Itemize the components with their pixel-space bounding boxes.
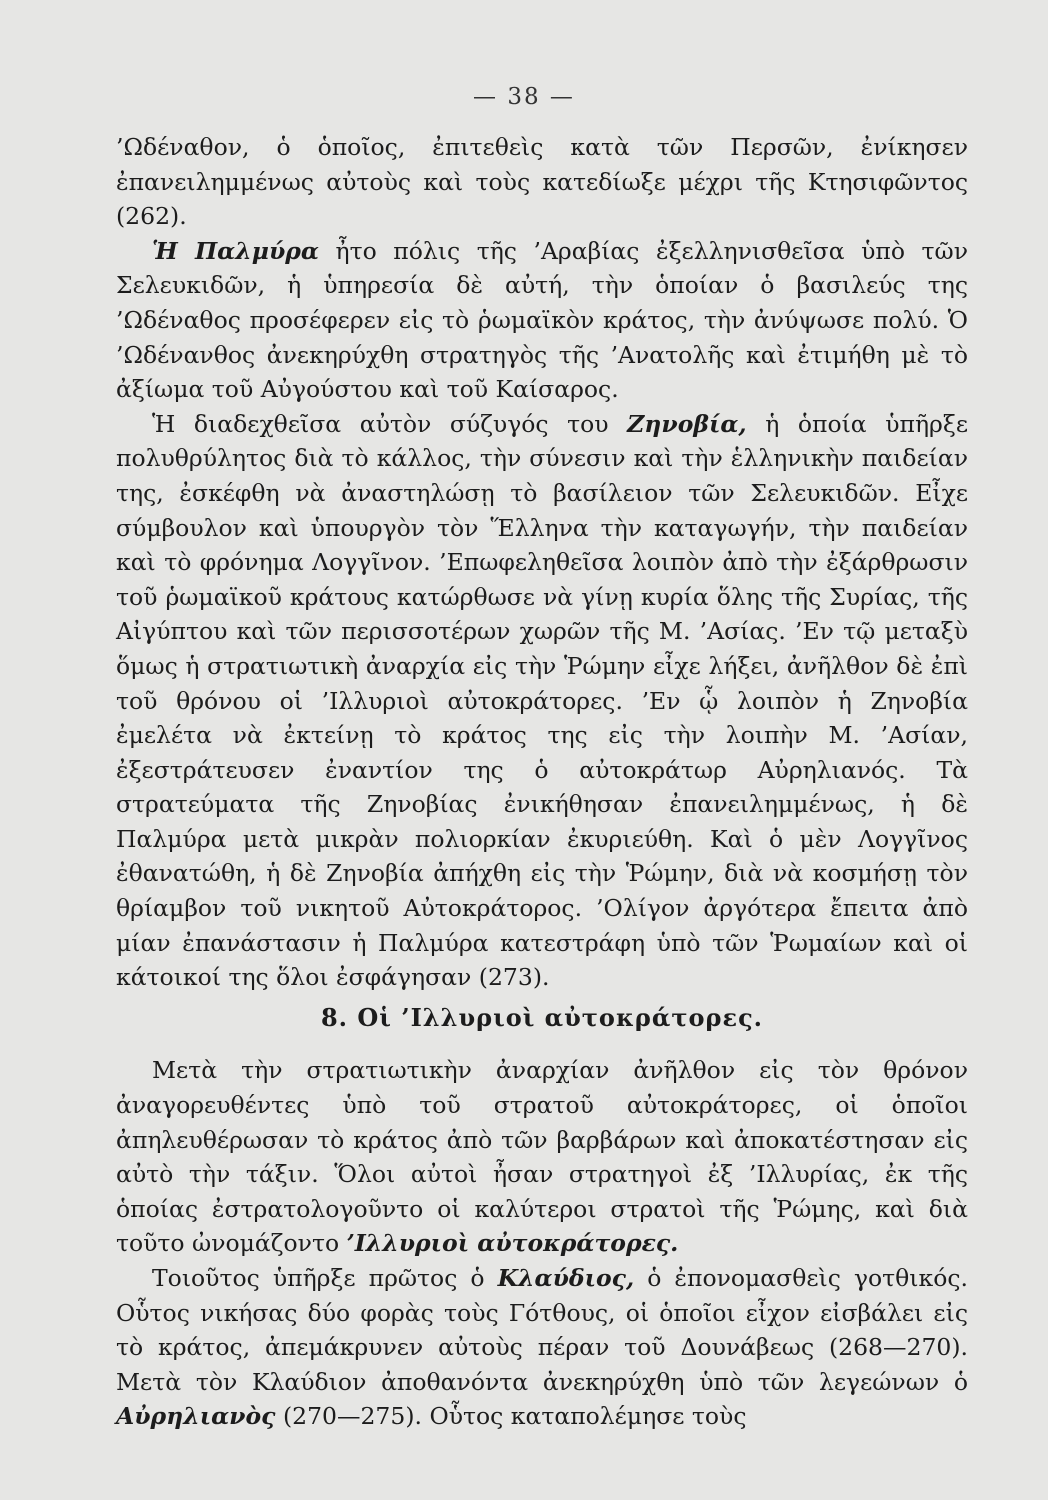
- paragraph-5: [116, 1261, 968, 1434]
- paragraph-3-text-b: ἡ ὁποία ὑπῆρξε πολυθρύλητος διὰ τὸ κάλλος, τὴν σύνεσιν καὶ τὴν ἑλληνικὴν παιδείαν της, ἐσκέφθη νὰ ἀναστηλώσῃ τὸ βασίλειον τῶν Σελευκιδῶν. Εἶχε σύμβουλον καὶ ὑπουργὸν τὸν Ἕλληνα τὴν καταγωγήν, τὴν παιδείαν καὶ τὸ φρόνημα Λογγῖνον. ’Επωφεληθεῖσα λοιπὸν ἀπὸ τὴν ἐξάρθρωσιν τοῦ ῥωμαϊκοῦ κράτους κατώρθωσε νὰ γίνῃ κυρία ὅλης τῆς Συρίας, τῆς Αἰγύπτου καὶ τῶν περισσοτέρων χωρῶν τῆς Μ. ’Ασίας. ’Εν τῷ μεταξὺ ὅμως ἡ στρατιωτικὴ ἀναρχία εἰς τὴν Ῥώμην εἶχε λήξει, ἀνῆλθον δὲ ἐπὶ τοῦ θρόνου οἱ ’Ιλλυριοὶ αὐτοκράτορες. ’Εν ᾧ λοιπὸν ἡ Ζηνοβία ἐμελέτα νὰ ἐκτείνῃ τὸ κράτος της εἰς τὴν λοιπὴν Μ. ’Ασίαν, ἐξεστράτευσεν ἐναντίον της ὁ αὐτοκράτωρ Αὐρηλιανός. Τὰ στρατεύματα τῆς Ζηνοβίας ἐνικήθησαν ἐπανειλημμένως, ἡ δὲ Παλμύρα μετὰ μικρὰν πολιορκίαν ἐκυριεύθη. Καὶ ὁ μὲν Λογγῖνος ἐθανατώθη, ἡ δὲ Ζηνοβία ἀπήχθη εἰς τὴν Ῥώμην, διὰ νὰ κοσμήσῃ τὸν θρίαμβον τοῦ νικητοῦ Αὐτοκράτορος. ’Ολίγον ἀργότερα ἔπειτα ἀπὸ μίαν ἐπανάστασιν ἡ Παλμύρα κατεστράφη ὑπὸ τῶν Ῥωμαίων καὶ οἱ κάτοικοί της ὅλοι ἐσφάγησαν (273).: [116, 409, 968, 992]
- zenobia-heading: Ζηνοβία,: [627, 409, 747, 438]
- claudius-name: Κλαύδιος,: [497, 1264, 635, 1292]
- illyrian-emperors-term: ’Ιλλυριοὶ αὐτοκράτορες.: [346, 1229, 679, 1258]
- paragraph-5-text-c: (270—275). Οὗτος καταπολέμησε τοὺς: [275, 1402, 747, 1431]
- palmyra-heading: Ἡ Παλμύρα: [152, 236, 319, 265]
- aurelian-name: Αὐρηλιανὸς: [116, 1402, 276, 1431]
- paragraph-4: [116, 1053, 968, 1261]
- paragraph-2: [116, 234, 968, 407]
- paragraph-1: [116, 130, 968, 234]
- body-text: [116, 130, 968, 1434]
- paragraph-3-text-a: Ἡ διαδεχθεῖσα αὐτὸν σύζυγός του: [152, 409, 628, 438]
- paragraph-5-text-b: ὁ ἐπονομασθεὶς γοτθικός. Οὗτος νικήσας δύο φορὰς τοὺς Γότθους, οἱ ὁποῖοι εἶχον εἰσβάλει εἰς τὸ κράτος, ἀπεμάκρυνεν αὐτοὺς πέραν τοῦ Δουνάβεως (268—270). Μετὰ τὸν Κλαύδιον ἀποθανόντα ἀνεκηρύχθη ὑπὸ τῶν λεγεώνων ὁ: [116, 1264, 968, 1396]
- paragraph-2-text: ἦτο πόλις τῆς ’Αραβίας ἐξελληνισθεῖσα ὑπὸ τῶν Σελευκιδῶν, ἡ ὑπηρεσία δὲ αὐτή, τὴν ὁποίαν ὁ βασιλεύς της ’Ωδέναθος προσέφερεν εἰς τὸ ῥωμαϊκὸν κράτος, τὴν ἀνύψωσε πολύ. Ὁ ’Ωδένανθος ἀνεκηρύχθη στρατηγὸς τῆς ’Ανατολῆς καὶ ἐτιμήθη μὲ τὸ ἀξίωμα τοῦ Αὐγούστου καὶ τοῦ Καίσαρος.: [116, 236, 968, 404]
- paragraph-3: [116, 407, 968, 995]
- section-heading: 8. Οἱ ’Ιλλυριοὶ αὐτοκράτορες.: [320, 1002, 764, 1032]
- paragraph-1-text: ’Ωδέναθον, ὁ ὁποῖος, ἐπιτεθεὶς κατὰ τῶν Περσῶν, ἐνίκησεν ἐπανειλημμένως αὐτοὺς καὶ τοὺς κατεδίωξε μέχρι τῆς Κτησιφῶντος (262).: [116, 133, 968, 231]
- page-number: — 38 —: [473, 84, 575, 110]
- paragraph-5-text-a: Τοιοῦτος ὑπῆρξε πρῶτος ὁ: [152, 1264, 498, 1292]
- paragraph-4-text: Μετὰ τὴν στρατιωτικὴν ἀναρχίαν ἀνῆλθον εἰς τὸν θρόνον ἀναγορευθέντες ὑπὸ τοῦ στρατοῦ αὐτοκράτορες, οἱ ὁποῖοι ἀπηλευθέρωσαν τὸ κράτος ἀπὸ τῶν βαρβάρων καὶ ἀποκατέστησαν εἰς αὐτὸ τὴν τάξιν. Ὅλοι αὐτοὶ ἦσαν στρατηγοὶ ἐξ ’Ιλλυρίας, ἐκ τῆς ὁποίας ἐστρατολογοῦντο οἱ καλύτεροι στρατοὶ τῆς Ῥώμης, καὶ διὰ τοῦτο ὠνομάζοντο: [116, 1056, 968, 1258]
